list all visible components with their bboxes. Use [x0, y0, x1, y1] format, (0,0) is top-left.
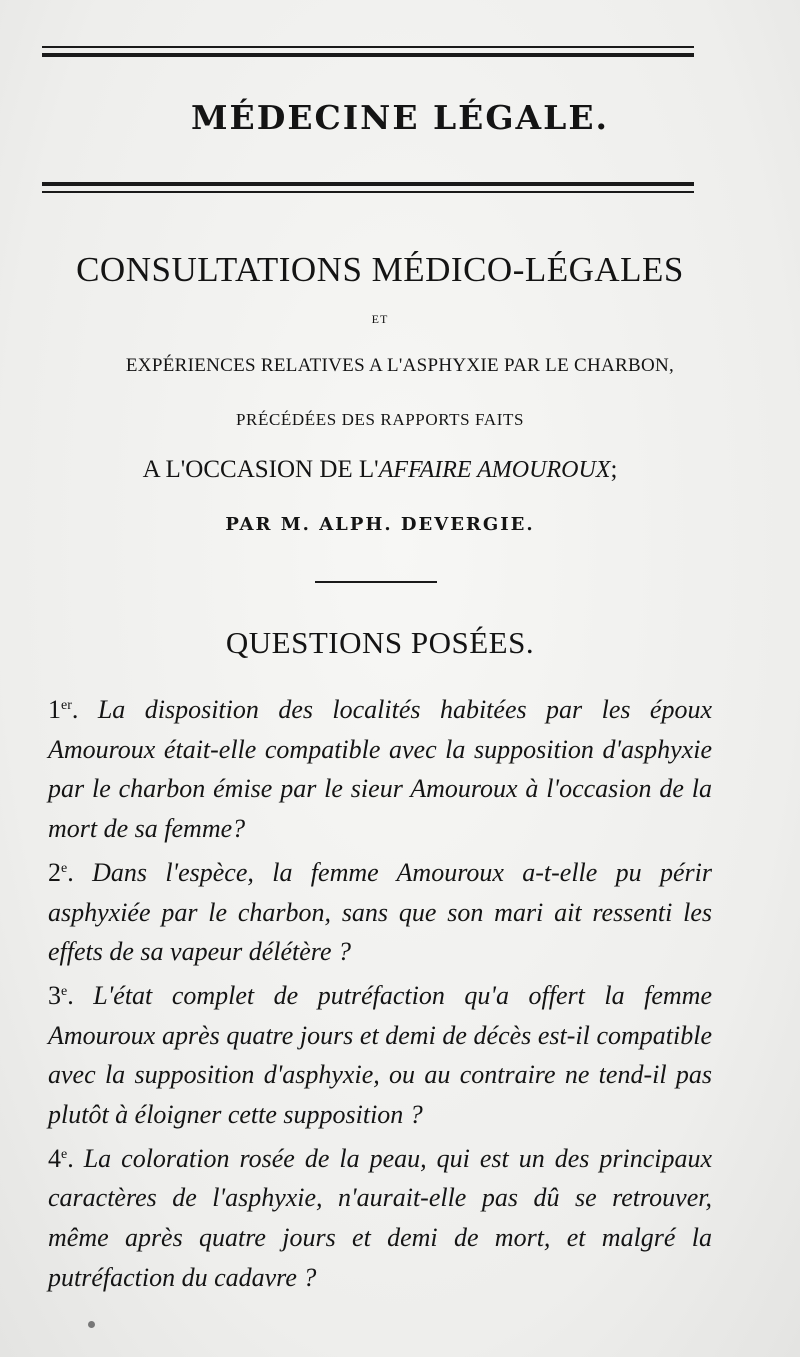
conjunction-et: ET	[371, 312, 389, 326]
question-text: La disposition des localités habitées par les époux Amouroux était-elle compatible avec la supposition d'asphyxie par le charbon émise par le sieur Amouroux à l'occasion de la mort de sa femme?	[48, 695, 713, 844]
question-text: L'état complet de putréfaction qu'a offert la femme Amouroux après quatre jours et demi de décès est-il compatible avec la supposition d'asphyxie, ou au contraire ne tend-il pas plutôt à éloigner cette supposition ?	[48, 980, 712, 1130]
question-text: La coloration rosée de la peau, qui est un des principaux caractères de l'asphyxie, n'aurait-elle pas dû se retrouver, même après quatre jours et demi de mort, et malgré la putréfaction du cadavre ?	[48, 1143, 713, 1292]
top-rule-thin	[42, 46, 694, 48]
author-line: PAR M. ALPH. DEVERGIE.	[225, 514, 535, 535]
short-divider	[315, 581, 437, 583]
questions-heading: QUESTIONS POSÉES.	[225, 625, 535, 660]
questions-list	[48, 686, 712, 1298]
question-number: 4e.	[48, 1143, 74, 1173]
subtitle-line-2: PRÉCÉDÉES DES RAPPORTS FAITS	[236, 410, 524, 429]
main-title: CONSULTATIONS MÉDICO-LÉGALES	[76, 250, 684, 289]
section-title: MÉDECINE LÉGALE.	[191, 98, 609, 137]
ink-spot	[88, 1321, 95, 1328]
subtitle-affaire-name: AFFAIRE AMOUROUX	[378, 457, 611, 483]
subtitle-line-3	[0, 456, 760, 484]
subtitle-line-3-suffix: ;	[610, 456, 618, 483]
top-rule-thick	[42, 53, 694, 57]
question-number: 2e.	[48, 857, 74, 887]
question-item	[48, 1135, 712, 1298]
question-item	[48, 849, 712, 972]
question-text: Dans l'espèce, la femme Amouroux a-t-elle pu périr asphyxiée par le charbon, sans que son mari ait ressenti les effets de sa vapeur délétère ?	[48, 857, 712, 967]
subtitle-line-3-prefix: A L'OCCASION DE L'	[142, 456, 379, 483]
subtitle-line-1: EXPÉRIENCES RELATIVES A L'ASPHYXIE PAR LE CHARBON,	[125, 355, 675, 376]
section-rule-thin	[42, 191, 694, 193]
question-item	[48, 686, 712, 849]
question-item	[48, 972, 712, 1135]
section-rule-thick	[42, 182, 694, 186]
question-number: 3e.	[48, 980, 74, 1010]
question-number: 1er.	[48, 695, 79, 724]
